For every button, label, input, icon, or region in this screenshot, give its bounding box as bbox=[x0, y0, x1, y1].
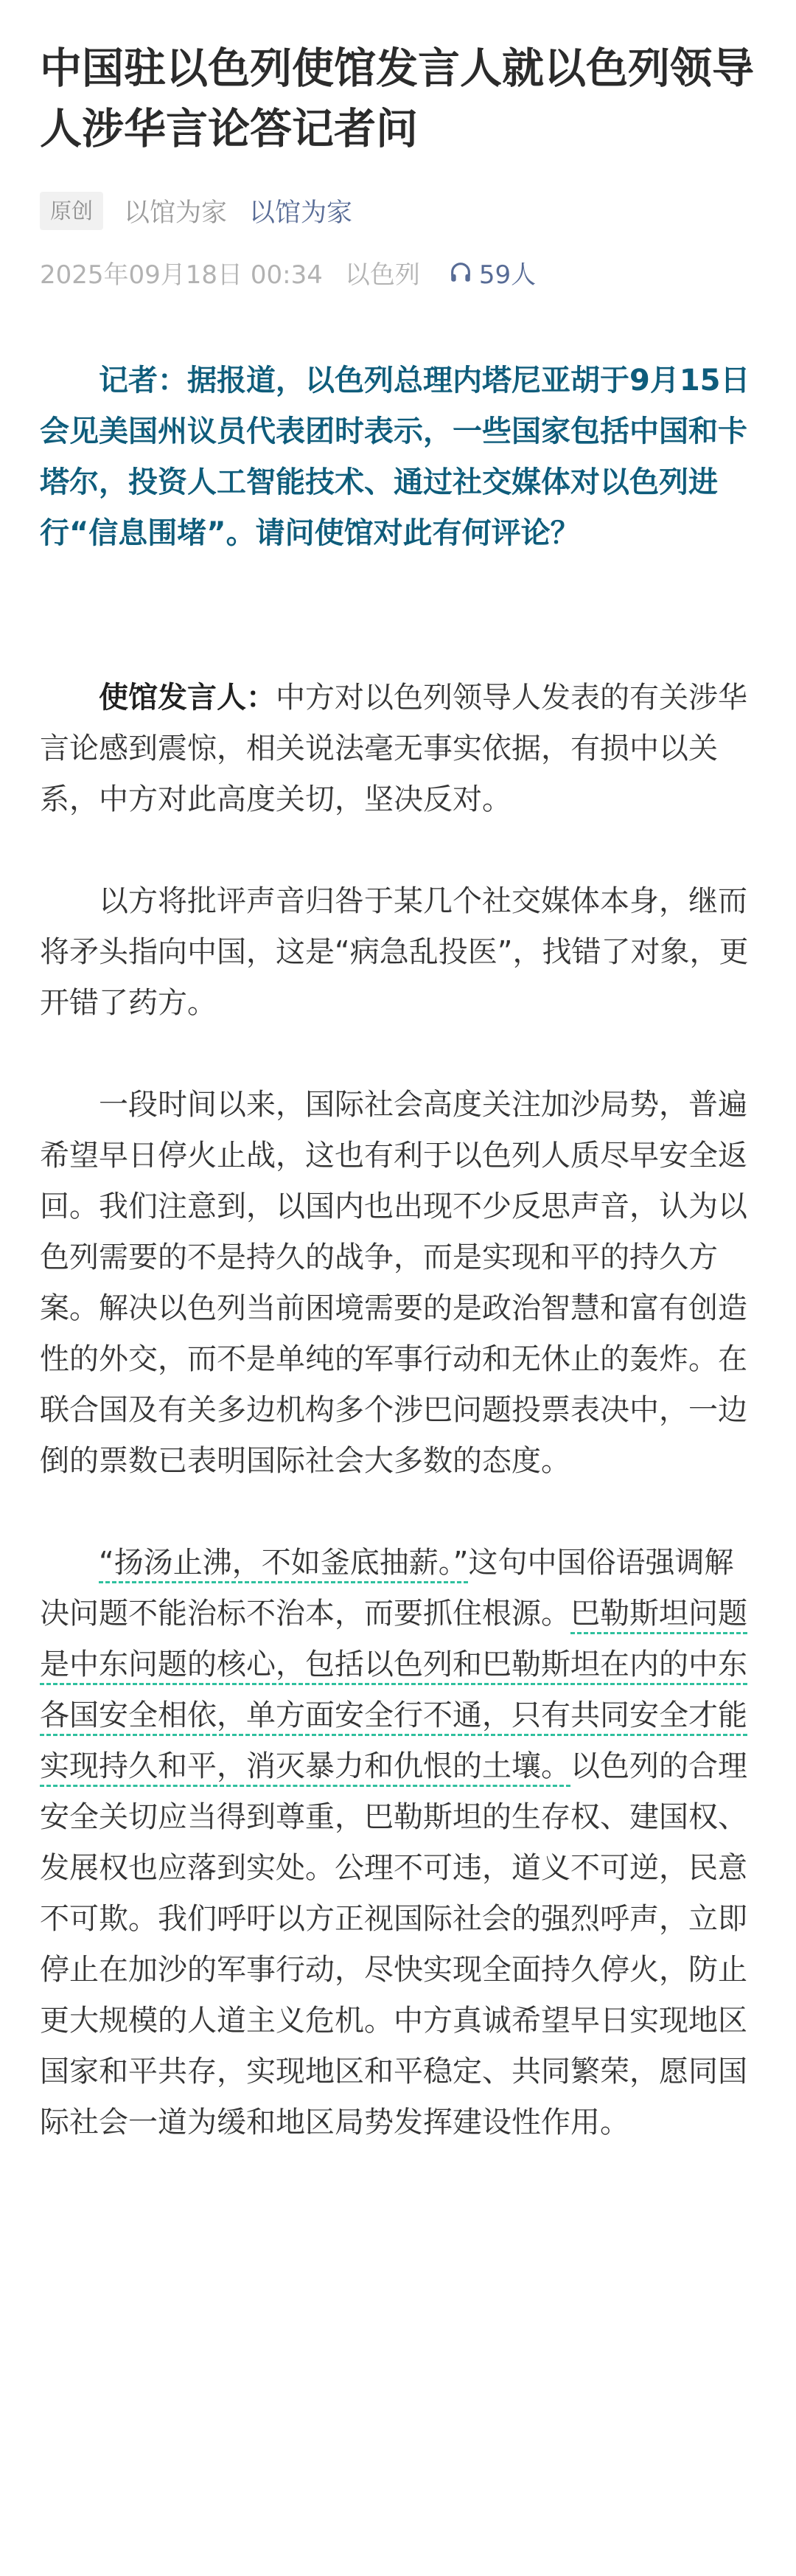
reporter-question: 记者：据报道，以色列总理内塔尼亚胡于9月15日会见美国州议员代表团时表示，一些国家包括中国和卡塔尔，投资人工智能技术、通过社交媒体对以色列进行“信息围堵”。请问使馆对此有何评论？ bbox=[40, 364, 750, 550]
author-row bbox=[40, 189, 352, 233]
paragraph-2: 以方将批评声音归咎于某几个社交媒体本身，继而将矛头指向中国，这是“病急乱投医”，找错了对象，更开错了药方。 bbox=[40, 884, 749, 1020]
publish-location: 以色列 bbox=[344, 260, 420, 290]
listen-button[interactable] bbox=[448, 254, 536, 291]
paragraph-4-text-2: 以色列的合理安全关切应当得到尊重，巴勒斯坦的生存权、建国权、发展权也应落到实处。公理不可违，道义不可逆，民意不可欺。我们呼吁以方正视国际社会的强烈呼声，立即停止在加沙的军事行动，尽快实现全面持久停火，防止更大规模的人道主义危机。中方真诚希望早日实现地区国家和平共存，实现地区和平稳定、共同繁荣，愿同国际社会一道为缓和地区局势发挥建设性作用。 bbox=[40, 1749, 747, 2139]
paragraph-3: 一段时间以来，国际社会高度关注加沙局势，普遍希望早日停火止战，这也有利于以色列人质尽早安全返回。我们注意到，以国内也出现不少反思声音，认为以色列需要的不是持久的战争，而是实现和平的持久方案。解决以色列当前困境需要的是政治智慧和富有创造性的外交，而不是单纯的军事行动和无休止的轰炸。在联合国及有关多边机构多个涉巴问题投票表决中，一边倒的票数已表明国际社会大多数的态度。 bbox=[40, 1088, 747, 1478]
answer-text: 中方对以色列领导人发表的有关涉华言论感到震惊，相关说法毫无事实依据，有损中以关系，中方对此高度关切，坚决反对。 bbox=[40, 681, 747, 816]
publish-info-row bbox=[40, 251, 536, 293]
underlined-quote[interactable]: “扬汤止沸，不如釜底抽薪。” bbox=[99, 1546, 469, 1580]
article-body bbox=[40, 355, 756, 2148]
spokesperson-label: 使馆发言人： bbox=[99, 681, 276, 715]
article-title: 中国驻以色列使馆发言人就以色列领导人涉华言论答记者问 bbox=[40, 44, 754, 153]
paragraph-4 bbox=[40, 1538, 756, 2148]
paragraph-4-text-1: 这句中国俗语强调解决问题不能治标不治本，而要抓住根源。 bbox=[40, 1546, 734, 1631]
publish-date: 2025年09月18日 00:34 bbox=[40, 260, 323, 290]
spokesperson-answer bbox=[40, 673, 756, 825]
account-link[interactable]: 以馆为家 bbox=[249, 198, 353, 228]
headphone-icon bbox=[448, 260, 473, 285]
underlined-passage[interactable]: 巴勒斯坦问题是中东问题的核心，包括以色列和巴勒斯坦在内的中东各国安全相依，单方面安全行不通，只有共同安全才能实现持久和平，消灭暴力和仇恨的土壤。 bbox=[40, 1597, 747, 1783]
listen-count: 59人 bbox=[478, 260, 537, 290]
original-badge: 原创 bbox=[40, 192, 103, 230]
author-name: 以馆为家 bbox=[124, 198, 228, 228]
